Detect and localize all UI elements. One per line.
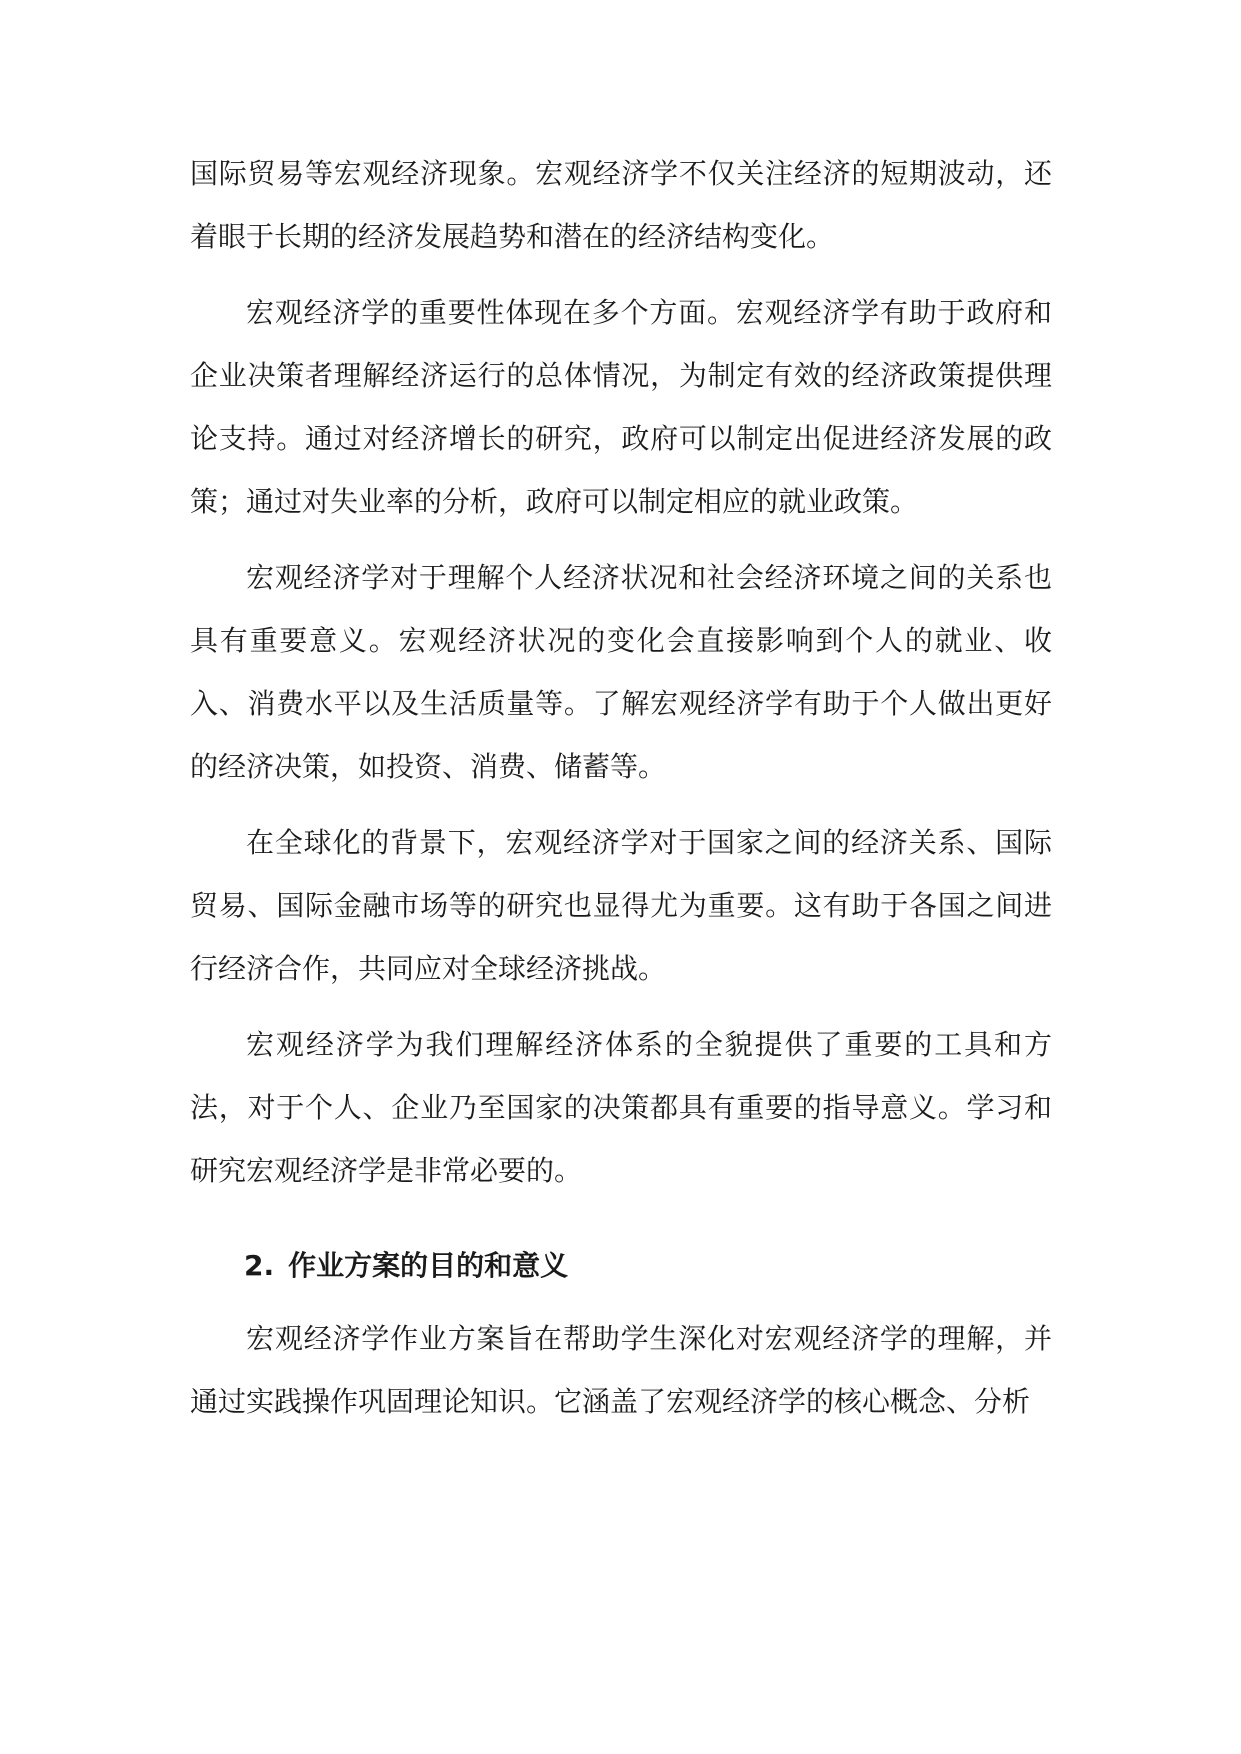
section-title: 作业方案的目的和意义	[288, 1249, 569, 1282]
section-number: 2.	[244, 1249, 275, 1282]
paragraph-summary: 宏观经济学为我们理解经济体系的全貌提供了重要的工具和方法，对于个人、企业乃至国家的决策都具有重要的指导意义。学习和研究宏观经济学是非常必要的。	[190, 1028, 1052, 1187]
paragraph-globalization: 在全球化的背景下，宏观经济学对于国家之间的经济关系、国际贸易、国际金融市场等的研究也显得尤为重要。这有助于各国之间进行经济合作，共同应对全球经济挑战。	[190, 826, 1052, 985]
section-heading	[190, 1234, 1052, 1297]
paragraph-individual: 宏观经济学对于理解个人经济状况和社会经济环境之间的关系也具有重要意义。宏观经济状况的变化会直接影响到个人的就业、收入、消费水平以及生活质量等。了解宏观经济学有助于个人做出更好的经济决策，如投资、消费、储蓄等。	[190, 561, 1052, 783]
paragraph-continuation: 国际贸易等宏观经济现象。宏观经济学不仅关注经济的短期波动，还着眼于长期的经济发展趋势和潜在的经济结构变化。	[190, 157, 1052, 253]
paragraph-purpose: 宏观经济学作业方案旨在帮助学生深化对宏观经济学的理解，并通过实践操作巩固理论知识。它涵盖了宏观经济学的核心概念、分析	[190, 1322, 1052, 1418]
paragraph-importance: 宏观经济学的重要性体现在多个方面。宏观经济学有助于政府和企业决策者理解经济运行的总体情况，为制定有效的经济政策提供理论支持。通过对经济增长的研究，政府可以制定出促进经济发展的政策；通过对失业率的分析，政府可以制定相应的就业政策。	[190, 296, 1052, 518]
document-body	[190, 142, 1052, 1446]
